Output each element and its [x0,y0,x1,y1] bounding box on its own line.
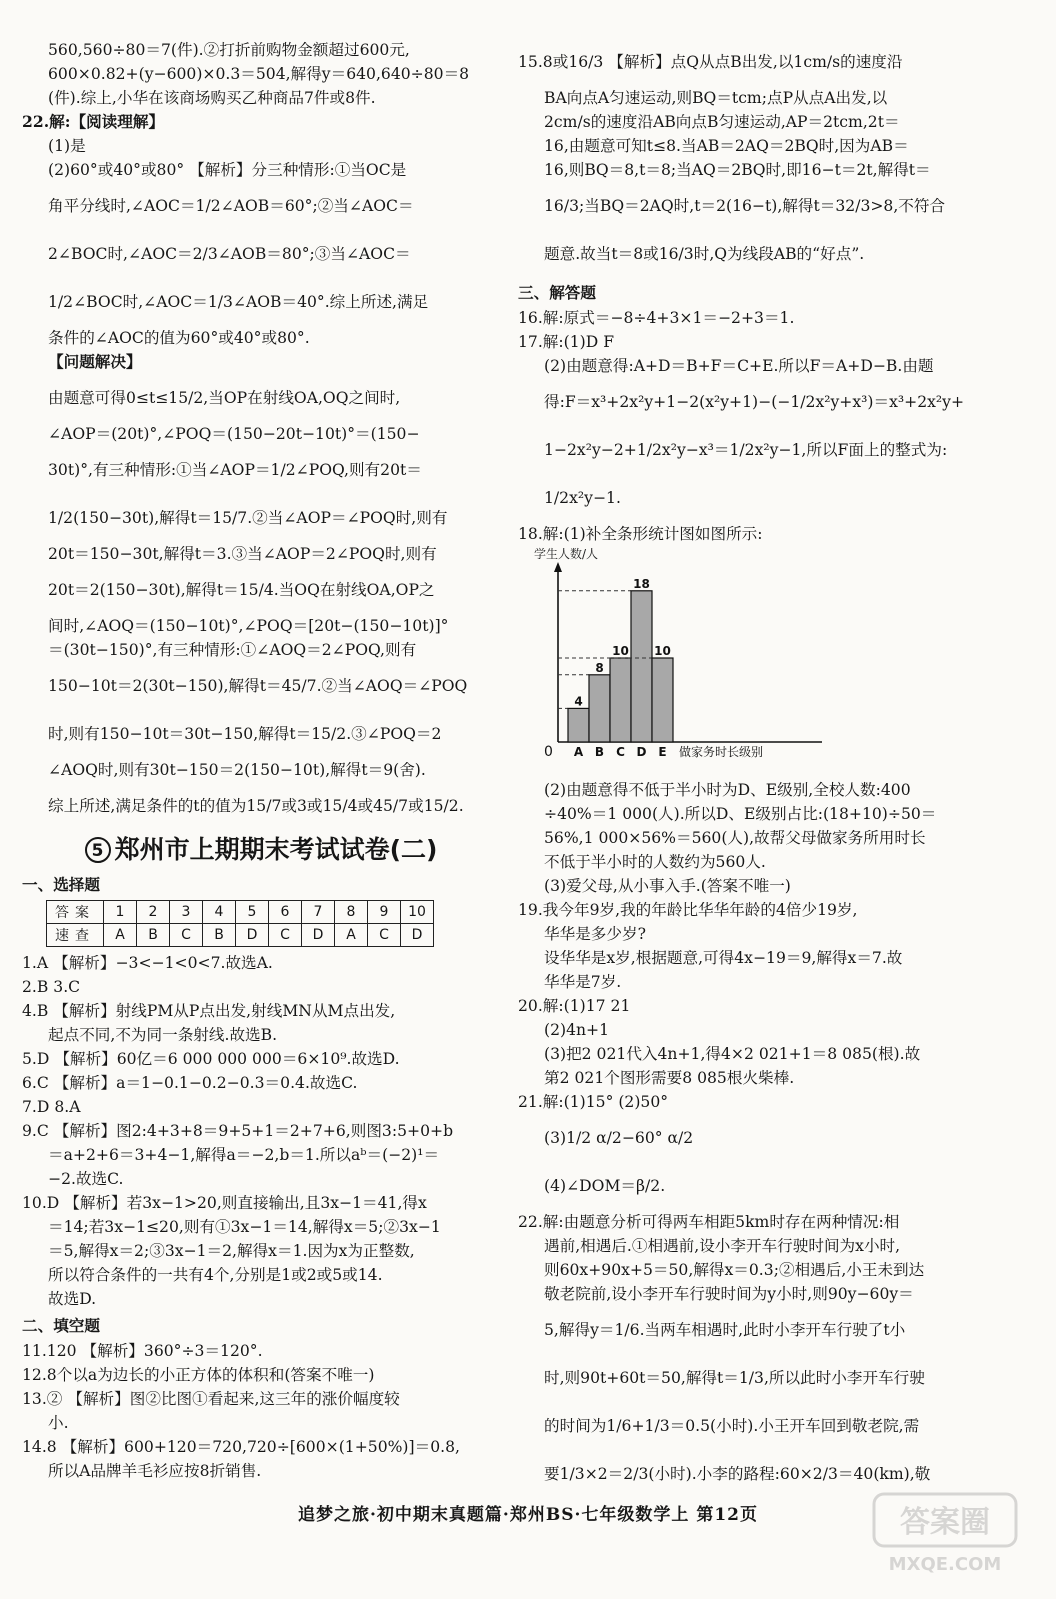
text-line: 第2 021个图形需要8 085根火柴棒. [544,1069,795,1087]
text-line: 2.B 3.C [22,978,81,996]
text-line: 7.D 8.A [22,1098,81,1116]
x-tick-label: E [658,745,667,759]
paper-title-text: 郑州市上期期末考试试卷(二) [114,835,438,864]
table-cell: B [203,924,236,947]
text-line: (2)由题意得不低于半小时为D、E级别,全校人数:400 [544,781,911,799]
text-line: 15.8或16/3 【解析】点Q从点B出发,以1cm/s的速度沿 [518,53,903,71]
y-axis-arrow [554,562,562,572]
text-line: 角平分线时,∠AOC＝1/2∠AOB＝60°;②当∠AOC＝ [48,197,414,215]
text-line: 9.C 【解析】图2:4+3+8＝9+5+1＝2+7+6,则图3:5+0+b [22,1122,454,1140]
table-cell: 8 [335,901,368,924]
y-axis-label: 学生人数/人 [534,547,599,561]
table-cell: 10 [401,901,434,924]
table-cell: C [368,924,401,947]
q20-solution [518,994,1034,1090]
q19-solution [518,898,1034,994]
question-heading: 22.解:【阅读理解】 [22,112,165,131]
text-line: 起点不同,不为同一条射线.故选B. [48,1026,278,1044]
text-line: 综上所述,满足条件的t的值为15/7或3或15/4或45/7或15/2. [48,797,464,815]
data-label: 18 [633,576,650,591]
table-cell: B [137,924,170,947]
text-line: 时,则有150−10t＝30t−150,解得t＝15/2.③∠POQ＝2 [48,725,442,743]
text-line: (3)把2 021代入4n+1,得4×2 021+1＝8 085(根).故 [544,1045,921,1063]
data-label: 4 [574,694,583,709]
text-line: 5,解得y＝1/6.当两车相遇时,此时小李开车行驶了t小 [544,1321,906,1339]
x-tick-label: A [573,745,584,759]
x-tick-label: D [636,745,647,759]
text-line: 150−10t＝2(30t−150),解得t＝45/7.②当∠AOQ＝∠POQ [48,677,468,695]
text-line: 20t＝150−30t,解得t＝3.③当∠AOP＝2∠POQ时,则有 [48,545,437,563]
text-line: 21.解:(1)15° (2)50° [518,1093,669,1111]
text-line: ＝5,解得x＝2;③3x−1＝2,解得x＝1.因为x为正整数, [48,1242,415,1260]
watermark-site: MXQE.COM [888,1554,1002,1575]
q17-solution [518,330,1034,522]
bar-chart-svg [530,546,830,778]
text-line: BA向点A匀速运动,则BQ＝tcm;点P从点A出发,以 [544,89,888,107]
text-line: 1−2x²y−2+1/2x²y−x³＝1/2x²y−1,所以F面上的整式为: [544,441,948,459]
left-column [22,38,500,1483]
x-tick-label: B [594,745,605,759]
watermark-logo [870,1488,1020,1578]
text-line: (2)60°或40°或80° 【解析】分三种情形:①当OC是 [48,161,407,179]
text-line: 16,则BQ＝8,t＝8;当AQ＝2BQ时,即16−t＝2t,解得t＝ [544,161,931,179]
x-axis-label: 做家务时长级别 [679,745,764,759]
multiple-choice-solutions [22,951,500,1311]
text-line: 设华华是x岁,根据题意,可得4x−19＝9,解得x＝7.故 [544,949,903,967]
subsection-label: 【问题解决】 [48,352,142,371]
table-cell: D [302,924,335,947]
text-line: 华华是多少岁? [544,925,646,943]
data-label: 8 [595,660,604,675]
table-header-cell: 速查 [47,924,104,947]
text-line: 华华是7岁. [544,973,622,991]
watermark-text: 答案圈 [900,1505,990,1540]
table-cell: 3 [170,901,203,924]
text-line: 17.解:(1)D F [518,333,615,351]
text-line: 10.D 【解析】若3x−1>20,则直接输出,且3x−1＝41,得x [22,1194,427,1212]
table-row [47,924,434,947]
text-line: 600×0.82+(y−600)×0.3＝504,解得y＝640,640÷80＝8 [48,65,470,83]
text-line: 56%,1 000×56%＝560(人),故帮父母做家务所用时长 [544,829,926,847]
bar-D [631,591,652,742]
text-line: 间时,∠AOQ＝(150−10t)°,∠POQ＝[20t−(150−10t)]° [48,617,449,635]
text-line: 1/2(150−30t),解得t＝15/7.②当∠AOP＝∠POQ时,则有 [48,509,448,527]
text-line: (2)由题意得:A+D＝B+F＝C+E.所以F＝A+D−B.由题 [544,357,934,375]
text-line: 得:F＝x³+2x²y+1−2(x²y+1)−(−1/2x²y+x³)＝x³+2x²y+ [544,393,965,411]
text-line: 小. [48,1414,69,1432]
data-label: 10 [612,644,629,658]
table-cell: 9 [368,901,401,924]
text-line: −2.故选C. [48,1170,124,1188]
text-line: (件).综上,小华在该商场购买乙种商品7件或8件. [48,89,376,107]
text-line: 故选D. [48,1290,97,1308]
text-line: (3)爱父母,从小事入手.(答案不唯一) [544,877,791,895]
q21-solution [518,1090,1034,1210]
text-line: ∠AOP＝(20t)°,∠POQ＝(150−20t−10t)°＝(150− [48,425,420,443]
text-line: 13.② 【解析】图②比图①看起来,这三年的涨价幅度较 [22,1390,400,1408]
text-line: 要1/3×2＝2/3(小时).小李的路程:60×2/3＝40(km),敬 [544,1465,931,1483]
text-line: 18.解:(1)补全条形统计图如图所示: [518,525,763,543]
section-heading: 二、填空题 [22,1316,100,1335]
bar-chart [530,546,1034,778]
text-line: ÷40%＝1 000(人).所以D、E级别占比:(18+10)÷50＝ [544,805,937,823]
text-line: 16,由题意可知t≤8.当AB＝2AQ＝2BQ时,因为AB＝ [544,137,909,155]
table-cell: D [401,924,434,947]
text-line: 遇前,相遇后.①相遇前,设小李开车行驶时间为x小时, [544,1237,901,1255]
text-line: 19.我今年9岁,我的年龄比华华年龄的4倍少19岁, [518,901,858,919]
text-line: 5.D 【解析】60亿＝6 000 000 000＝6×10⁹.故选D. [22,1050,400,1068]
paper-title [22,830,500,870]
table-cell: 5 [236,901,269,924]
text-line: 不低于半小时的人数约为560人. [544,853,766,871]
text-line: 条件的∠AOC的值为60°或40°或80°. [48,329,310,347]
text-line: 14.8 【解析】600+120＝720,720÷[600×(1+50%)]＝0.8, [22,1438,460,1456]
text-line: 4.B 【解析】射线PM从P点出发,射线MN从M点出发, [22,1002,396,1020]
table-cell: 4 [203,901,236,924]
text-line: 22.解:由题意分析可得两车相距5km时存在两种情况:相 [518,1213,900,1231]
text-line: 所以符合条件的一共有4个,分别是1或2或5或14. [48,1266,383,1284]
text-line: 20.解:(1)17 21 [518,997,631,1015]
text-line: ＝a+2+6＝3+4−1,解得a＝−2,b＝1.所以aᵇ＝(−2)¹＝ [48,1146,440,1164]
text-line: 的时间为1/6+1/3＝0.5(小时).小王开车回到敬老院,需 [544,1417,920,1435]
answer-table [46,900,434,947]
section-heading: 一、选择题 [22,875,100,894]
page-footer: 追梦之旅·初中期末真题篇·郑州BS·七年级数学上 第12页 [298,1505,758,1525]
q22-solution [22,110,500,830]
table-cell: A [335,924,368,947]
text-line: 20t＝2(150−30t),解得t＝15/4.当OQ在射线OA,OP之 [48,581,435,599]
text-line: 1/2∠BOC时,∠AOC＝1/3∠AOB＝40°.综上所述,满足 [48,293,429,311]
origin-label: 0 [544,744,553,760]
q22-solution-right [518,1210,1034,1498]
table-header-cell: 答案 [47,901,104,924]
text-line: ＝14;若3x−1≤20,则有①3x−1＝14,解得x＝5;②3x−1 [48,1218,441,1236]
fill-in-solutions [22,1339,500,1483]
table-cell: 7 [302,901,335,924]
text-line: 时,则90t+60t＝50,解得t＝1/3,所以此时小李开车行驶 [544,1369,925,1387]
table-cell: C [269,924,302,947]
bar-A [568,708,589,742]
text-line: 2∠BOC时,∠AOC＝2/3∠AOB＝80°;③当∠AOC＝ [48,245,411,263]
text-line: 所以A品牌羊毛衫应按8折销售. [48,1462,262,1480]
text-line: 11.120 【解析】360°÷3＝120°. [22,1342,263,1360]
text-line: ＝(30t−150)°,有三种情形:①∠AOQ＝2∠POQ,则有 [48,641,417,659]
table-cell: C [170,924,203,947]
table-row [47,901,434,924]
bar-C [610,658,631,742]
text-line: 12.8个以a为边长的小正方体的体积和(答案不唯一) [22,1366,375,1384]
text-line: (2)4n+1 [544,1021,610,1039]
text-line: 敬老院前,设小李开车行驶时间为y小时,则90y−60y＝ [544,1285,914,1303]
table-cell: 6 [269,901,302,924]
data-label: 10 [654,644,671,658]
text-line: 6.C 【解析】a＝1−0.1−0.2−0.3＝0.4.故选C. [22,1074,358,1092]
text-line: (4)∠DOM＝β/2. [544,1177,666,1195]
text-line: (3)1/2 α/2−60° α/2 [544,1129,694,1147]
text-line: (1)是 [48,137,86,155]
table-cell: 1 [104,901,137,924]
bar-B [589,675,610,742]
text-line: 题意.故当t＝8或16/3时,Q为线段AB的“好点”. [544,245,865,263]
section-heading: 三、解答题 [518,283,596,302]
text-line: 560,560÷80＝7(件).②打折前购物金额超过600元, [48,41,410,59]
text-line: 1.A 【解析】−3<−1<0<7.故选A. [22,954,273,972]
right-column [518,38,1034,1498]
text-line: 30t)°,有三种情形:①当∠AOP＝1/2∠POQ,则有20t＝ [48,461,422,479]
text-line: 1/2x²y−1. [544,489,621,507]
text-line: 2cm/s的速度沿AB向点B匀速运动,AP＝2tcm,2t＝ [544,113,900,131]
q18-solution [518,522,1034,898]
table-cell: A [104,924,137,947]
q15-solution [518,38,1034,278]
text-line: 由题意可得0≤t≤15/2,当OP在射线OA,OQ之间时, [48,389,401,407]
q21-tail [22,38,500,110]
table-cell: D [236,924,269,947]
x-tick-label: C [616,745,625,759]
table-cell: 2 [137,901,170,924]
q16-solution: 16.解:原式＝−8÷4+3×1＝−2+3＝1. [518,309,795,327]
bar-E [652,658,673,742]
text-line: ∠AOQ时,则有30t−150＝2(150−10t),解得t＝9(舍). [48,761,426,779]
paper-number-circle: 5 [85,837,111,863]
text-line: 则60x+90x+5＝50,解得x＝0.3;②相遇后,小王未到达 [544,1261,925,1279]
text-line: 16/3;当BQ＝2AQ时,t＝2(16−t),解得t＝32/3>8,不符合 [544,197,946,215]
